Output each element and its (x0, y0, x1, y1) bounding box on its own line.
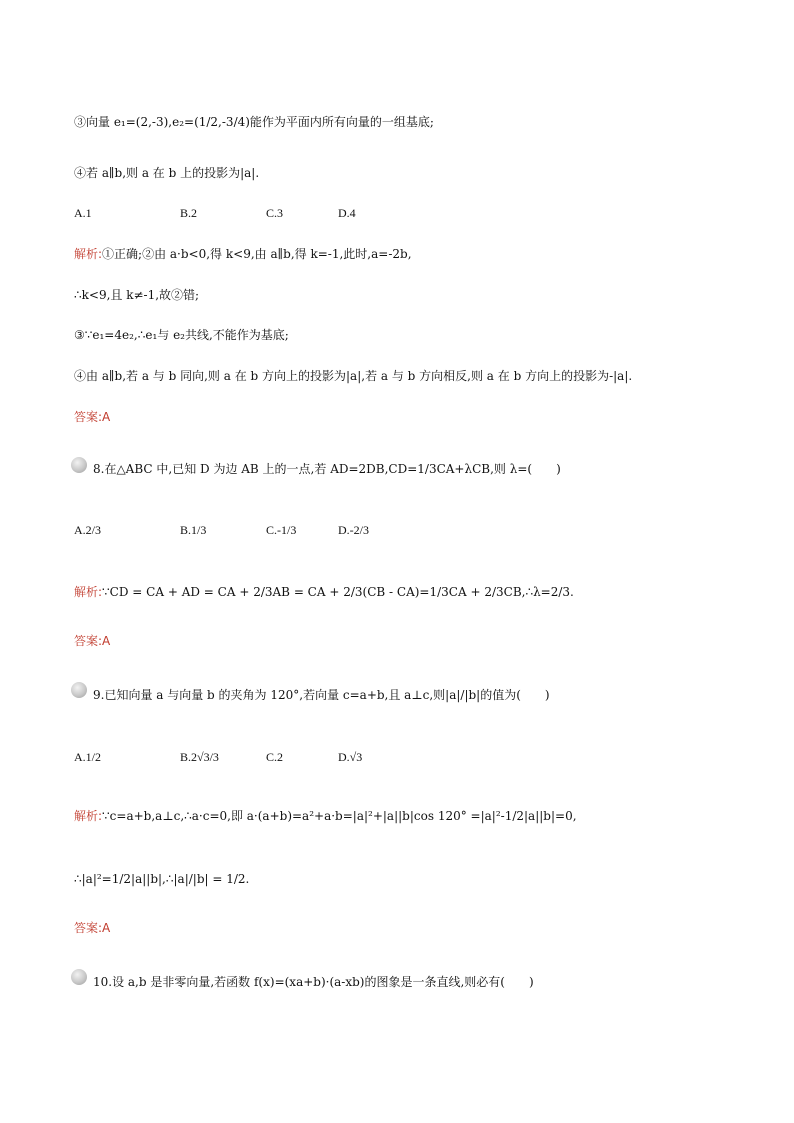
q9-solution-line-2: ∴|a|²=1/2|a||b|,∴|a|/|b| = 1/2. (74, 872, 250, 886)
q9-solution-line-1 (74, 808, 577, 824)
q9-option-a: A.1/2 (74, 750, 101, 764)
q9-answer (74, 920, 110, 936)
answer-label: 答案: (74, 634, 103, 648)
q10-question: 10.设 a,b 是非零向量,若函数 f(x)=(xa+b)·(a-xb)的图象是一条直线,则必有( ) (93, 975, 534, 989)
q7-option-c: C.3 (266, 206, 284, 220)
answer-value: A (102, 634, 111, 648)
solution-label: 解析: (74, 247, 103, 261)
q8-option-c: C.-1/3 (266, 523, 297, 537)
q7-solution-line-4: ④由 a∥b,若 a 与 b 同向,则 a 在 b 方向上的投影为|a|,若 a 与 b 方向相反,则 a 在 b 方向上的投影为-|a|. (74, 369, 633, 383)
q8-bullet-icon (71, 457, 87, 473)
q9-option-d: D.√3 (338, 750, 363, 764)
q7-solution-line-2: ∴k<9,且 k≠-1,故②错; (74, 288, 200, 302)
q7-answer (74, 409, 110, 425)
q7-solution-line-1 (74, 246, 412, 262)
q7-option-a: A.1 (74, 206, 92, 220)
q7-option-d: D.4 (338, 206, 356, 220)
q8-solution (74, 584, 574, 600)
q9-option-c: C.2 (266, 750, 284, 764)
answer-label: 答案: (74, 921, 103, 935)
answer-value: A (102, 921, 111, 935)
q8-option-d: D.-2/3 (338, 523, 369, 537)
solution-text: ①正确;②由 a·b<0,得 k<9,由 a∥b,得 k=-1,此时,a=-2b, (102, 247, 412, 261)
statement-4: ④若 a∥b,则 a 在 b 上的投影为|a|. (74, 166, 260, 180)
solution-text: ∵c=a+b,a⊥c,∴a·c=0,即 a·(a+b)=a²+a·b=|a|²+|a||b|cos 120° =|a|²-1/2|a||b|=0, (102, 809, 577, 823)
q7-solution-line-3: ③∵e₁=4e₂,∴e₁与 e₂共线,不能作为基底; (74, 328, 289, 342)
q8-option-a: A.2/3 (74, 523, 101, 537)
answer-value: A (102, 410, 111, 424)
q8-answer (74, 633, 110, 649)
q10-bullet-icon (71, 969, 87, 985)
q8-option-b: B.1/3 (180, 523, 207, 537)
solution-label: 解析: (74, 809, 103, 823)
q7-option-b: B.2 (180, 206, 198, 220)
solution-label: 解析: (74, 585, 103, 599)
q9-option-b: B.2√3/3 (180, 750, 219, 764)
q9-question: 9.已知向量 a 与向量 b 的夹角为 120°,若向量 c=a+b,且 a⊥c,则|a|/|b|的值为( ) (93, 688, 550, 702)
q9-bullet-icon (71, 682, 87, 698)
solution-text: ∵CD = CA + AD = CA + 2/3AB = CA + 2/3(CB - CA)=1/3CA + 2/3CB,∴λ=2/3. (102, 585, 574, 599)
q8-question: 8.在△ABC 中,已知 D 为边 AB 上的一点,若 AD=2DB,CD=1/3CA+λCB,则 λ=( ) (93, 462, 561, 476)
answer-label: 答案: (74, 410, 103, 424)
statement-3: ③向量 e₁=(2,-3),e₂=(1/2,-3/4)能作为平面内所有向量的一组基底; (74, 115, 434, 129)
